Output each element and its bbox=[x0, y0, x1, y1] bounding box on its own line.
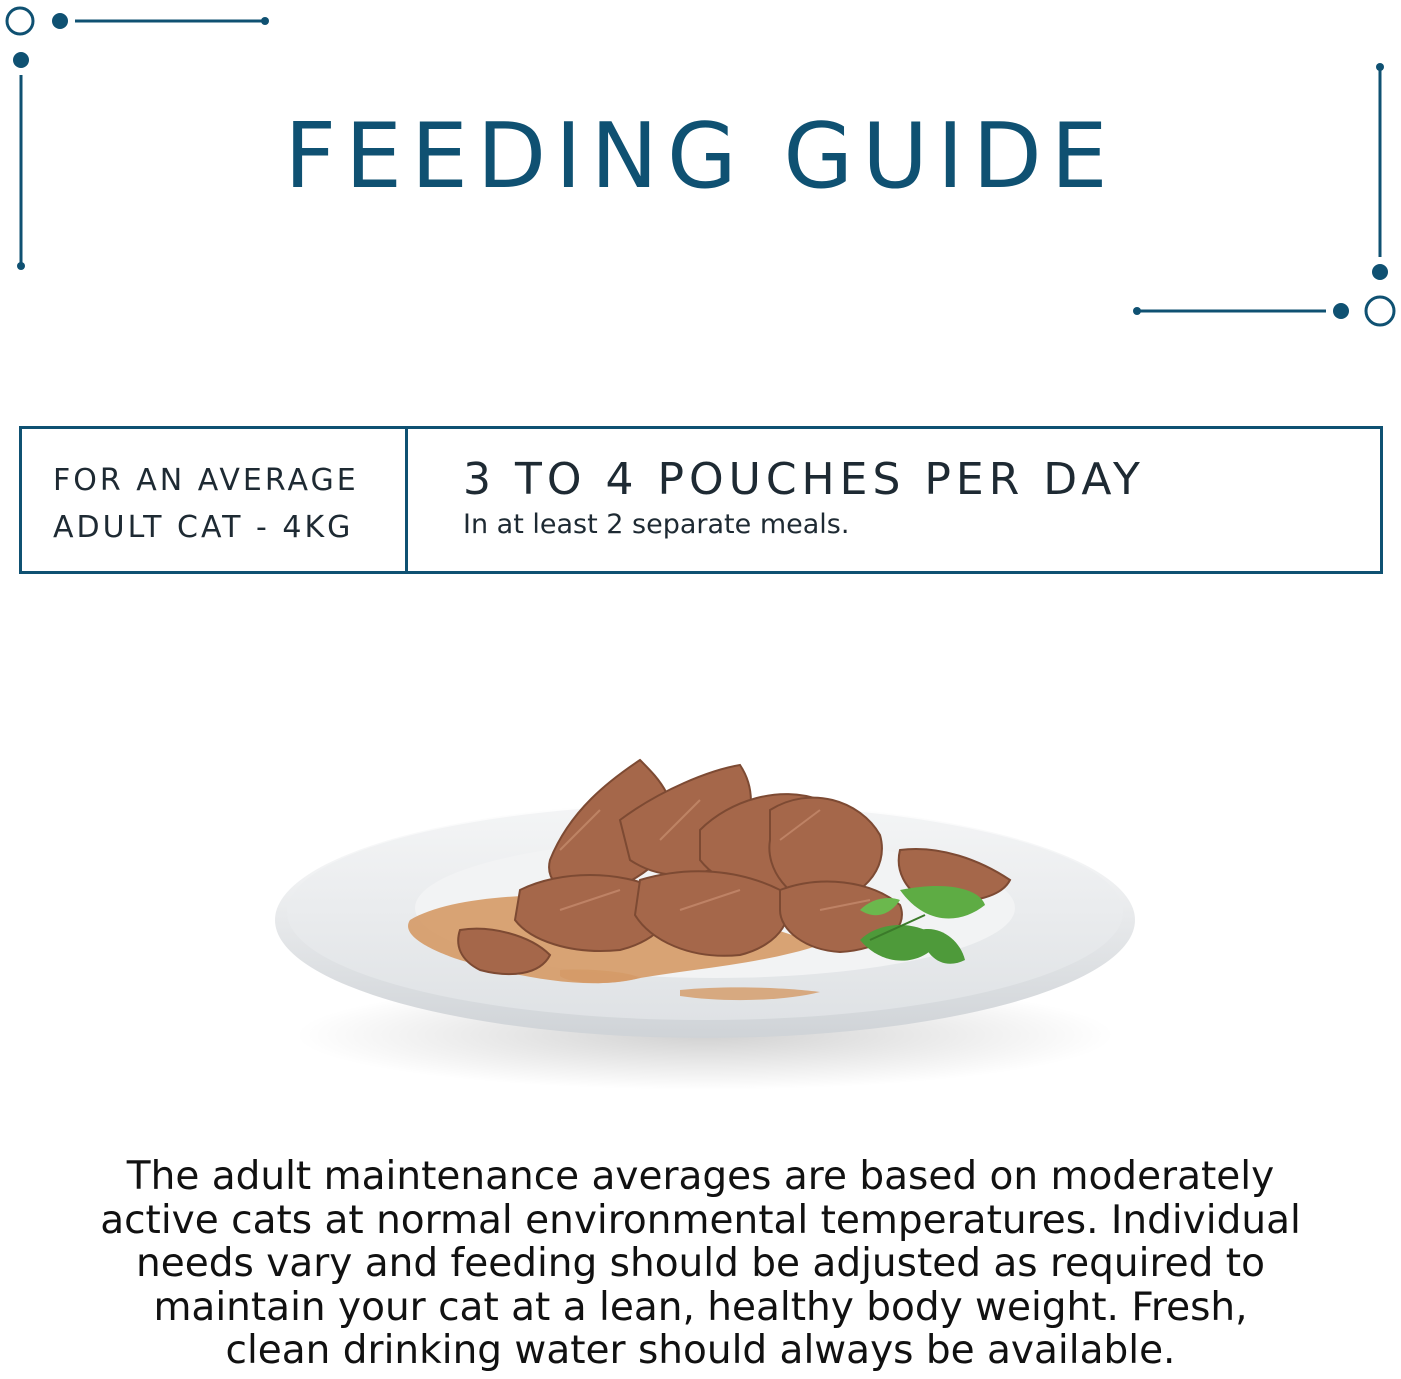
condition-line-2: ADULT CAT - 4KG bbox=[53, 510, 354, 545]
feeding-amount-cell bbox=[408, 429, 1380, 571]
feeding-amount: 3 TO 4 POUCHES PER DAY bbox=[463, 454, 1145, 505]
feeding-disclaimer: The adult maintenance averages are based on moderately active cats at normal environmental temperatures. Individual needs vary and feeding should be adjusted as required to maintain your cat at a lean, healthy body weight. Fresh, clean drinking water should always be available. bbox=[100, 1154, 1301, 1373]
condition-line-1: FOR AN AVERAGE bbox=[53, 463, 359, 498]
plate-with-cat-food-icon bbox=[260, 740, 1150, 1100]
cat-condition-cell bbox=[22, 429, 408, 571]
feeding-guide-table bbox=[19, 426, 1383, 574]
page-title: FEEDING GUIDE bbox=[284, 104, 1117, 209]
feeding-note: In at least 2 separate meals. bbox=[463, 509, 850, 540]
